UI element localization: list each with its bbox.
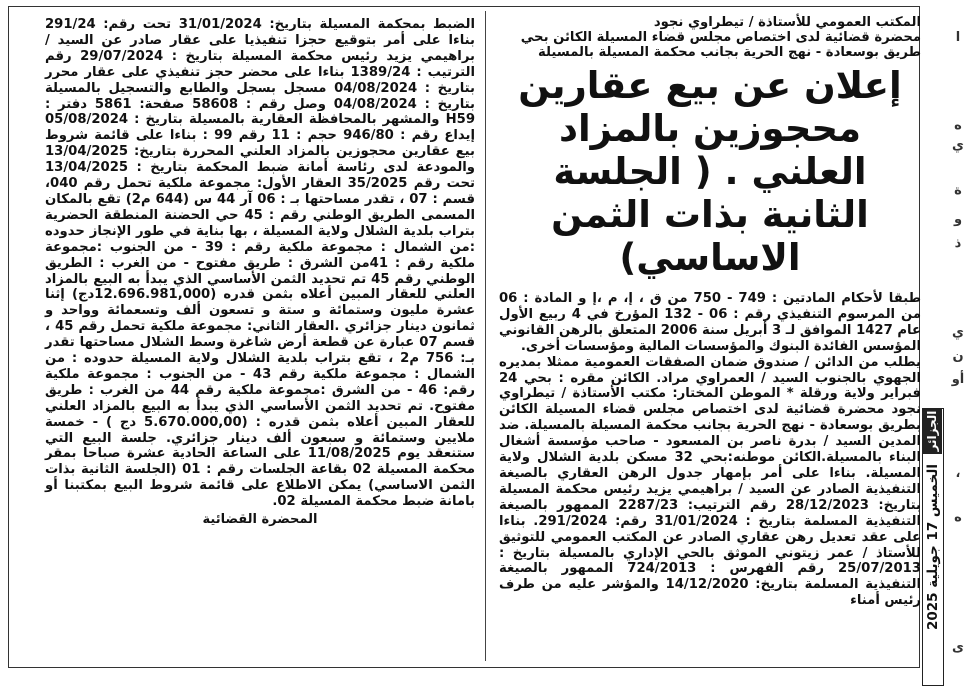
edge-fragment: ن [952,349,964,364]
header-line-office: المكتب العمومي للأستاذة / تيطراوي نجود [653,15,921,30]
edge-fragment: ه [954,510,962,525]
edge-fragment: أو [951,372,965,387]
edge-fragment: ذ [954,236,962,251]
column-divider [485,11,486,661]
edge-fragment: و [953,212,963,227]
edge-fragment: ة [954,183,962,198]
advertisement-frame [8,6,920,668]
signature: المحضرة القضائية [202,512,318,528]
property-details-paragraph: الضبط بمحكمة المسيلة بتاريخ: 31/01/2024 تحت رقم: 291/24 بناءا على أمر بتوقيع حجزا تنفيذيا على عقار صادر عن السيد / براهيمي يزيد رئيس محكمة المسيلة بتاريخ : 29/07/2024 رقم الترتيب : 1389/24 بناءا على محضر حجز تنفيذي على عقار محرر بتاريخ : 04/08/2024 مسجل بسجل والطابع والتسجيل بالمسيلة بتاريخ : 04/08/2024 وصل رقم : 58608 صفحة: 5861 دفتر : H59 والمشهر بالمحافظة العقارية بالمسيلة بتاريخ : 05/08/2024 إيداع رقم : 946/80 حجم : 11 رقم 99 : بناءا على قائمة شروط بيع عقارين محجوزين بالمزاد العلني المحررة بتاريخ: 13/04/2025 والمودعة لدى رئاسة أمانة ضبط المحكمة بتاريخ : 13/04/2025 تحت رقم 35/2025 العقار الأول: مجموعة ملكية تحمل رقم 040، قسم : 07 ، تقدر مساحتها بـ : 06 آر 44 س (644 م2) تقع بالمكان المسمى الطريق الوطني رقم : 45 حي الحضنة المنطقة الحضرية بتراب بلدية الشلال ولاية المسيلة ، بها بناية في طور الإنجاز حدوده :من الشمال : مجموعة ملكية رقم : 39 - من الجنوب :مجموعة ملكية رقم : 41من الشرق : طريق مفتوح - من الغرب : الطريق الوطني رقم 45 تم تحديد الثمن الأساسي الذي يبدأ به البيع بالمزاد العلني للعقار المبين أعلاه بثمن قدره (12.696.981,000دج) إثنا عشرة مليون وستمائة و ستة و تسعون ألف وتسعمائة وواحد و ثمانون دينار جزائري .العقار الثاني: مجموعة ملكية تحمل رقم 45 ، قسم 07 عبارة عن قطعة أرض شاغرة وسط الشلال مساحتها تقدر بـ: 756 م2 ، تقع بتراب بلدية الشلال ولاية المسيلة حدوده : من الشمال : مجموعة ملكية رقم 43 - من الجنوب : مجموعة ملكية رقم: 46 - من الشرق :مجموعة ملكية رقم 44 من الغرب : طريق مفتوح. تم تحديد الثمن الأساسي الذي يبدأ به البيع بالمزاد العلني للعقار المبين أعلاه بثمن قدره : (5.670.000,00 دج ) - خمسة ملايين وستمائة و سبعون ألف دينار جزائري. جلسة البيع التي ستنعقد يوم 11/08/2025 على الساعة الحادية عشرة صباحا بمقر محكمة المسيلة 02 بقاعة الجلسات رقم : 01 (الجلسة الثانية بذات الثمن الاساسي) يمكن الاطلاع على قائمة شروط البيع بمكتبنا أو بامانة ضبط محكمة المسيلة 02. [45,17,476,510]
newspaper-logo [922,408,942,454]
parties-paragraph: يطلب من الدائن / صندوق ضمان الصفقات العمومية ممثلا بمديره الجهوي بالجنوب السيد / العمراوي مراد. الكائن مقره : بحي 24 فبراير ولاية ورقلة * الموطن المختار: مكتب الأستاذة / تيطراوي نجود محضرة قضائية لدى اختصاص مجلس قضاء المسيلة الكائن بطريق بوسعادة - نهج الحرية بجانب محكمة المسيلة بالمسيلة. ضد المدين السيد / بدرة ناصر بن المسعود - صاحب مؤسسة أشغال البناء بالمسيلة.الكائن موطنه:بحي 32 مسكن بلدية الشلال ولاية المسيلة. بناءا على أمر بإمهار جدول الرهن العقاري بالصيغة التنفيذية الصادر عن السيد / براهيمي يزيد رئيس محكمة المسيلة بتاريخ: 28/12/2023 رقم الترتيب: 2287/23 الممهور بالصيغة التنفيذية المسلمة بتاريخ : 31/01/2024 رقم: 291/2024. بناءا على عقد تعديل رهن عقاري الصادر عن المكتب العمومي للتوثيق للأستاذ / عمر زيتوني الموثق بالحي الإداري بالمسيلة بتاريخ : 25/07/2013 رقم الفهرس : 724/2013 الممهور بالصيغة التنفيذية المسلمة بتاريخ: 14/12/2020 والمؤشر عليه من طرف رئيس أمناء [499,354,922,609]
edge-fragment: ى [952,640,964,655]
edge-fragment: ي [952,138,964,153]
newspaper-logo-text: الجزائر [925,410,939,452]
notice-title: إعلان عن بيع عقارين محجوزين بالمزاد العلني . ( الجلسة الثانية بذات الثمن الاساسي) [518,64,902,279]
edge-fragment: ه [954,118,962,133]
header-line-jurisdiction: محضرة قضائية لدى اختصاص مجلس قضاء المسيلة الكائن بحي [520,30,921,45]
legal-basis-paragraph: طبقا لأحكام المادتين : 749 - 750 من ق ، إ، م ،إ و المادة : 06 من المرسوم التنفيذي رقم : 06 - 132 المؤرخ في 4 ربيع الأول عام 1427 الموافق لـ 3 أبريل سنة 2006 المتعلق بالرهن القانوني المؤسس الفائدة البنوك والمؤسسات المالية ومؤسسات أخرى. [499,291,922,354]
edge-fragment: ا [955,30,961,45]
left-column [45,17,475,528]
header-line-address: طريق بوسعادة - نهج الحرية بجانب محكمة المسيلة بالمسيلة [538,45,921,60]
right-column [499,15,921,609]
edge-fragment: ي [952,325,964,340]
issue-date: الخميس 17 جويلية 2025 [925,463,941,631]
edge-fragment: ، [955,466,961,481]
